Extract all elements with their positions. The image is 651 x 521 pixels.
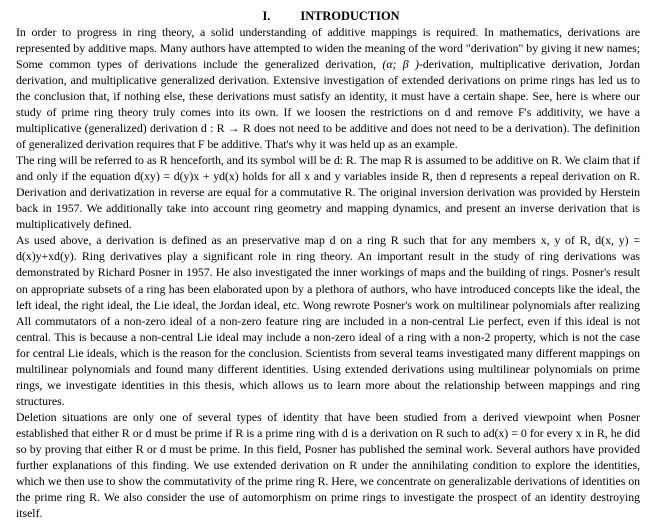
section-title: INTRODUCTION bbox=[300, 9, 400, 23]
paragraph-4: Deletion situations are only one of several types of identity that have been studied from a derived viewpoint when Posner established that either R or d must be prime if R is a prime ring with d is a derivation on R such to ad(x) = 0 for every x in R, he did so by proving that either R or d must be prime. In this field, Posner has published the seminal work. Several authors have provided further explanations of this finding. We use extended derivation on R under the annihilating condition to explore the identities, which we then use to show the commutativity of the prime ring R. Here, we concentrate on generalizable derivations of identities on the prime ring R. We also consider the use of automorphism on prime rings to investigate the prospect of an identity destroying itself. bbox=[16, 409, 640, 520]
paragraph-1-text-end: -derivation, multiplicative derivation, Jordan derivation, and multiplicative generalized derivation. Extensive investigation of extended derivations on prime rings has led us to the conclusion that, if nothing else, these derivations must satisfy an identity, it must have a certain shape. See, here is where our study of prime ring theory truly comes into its own. If we loosen the restrictions on d and remove F's additivity, we have a multiplicative (generalized) derivation d : R → R does not need to be additive and does not need to be a derivation). The definition of generalized derivation requires that F be additive. That's why it was held up as an example. bbox=[16, 57, 640, 152]
paragraph-1 bbox=[16, 24, 640, 152]
section-heading bbox=[16, 8, 640, 24]
paragraph-1-text-start: In order to progress in ring theory, a solid understanding of additive mappings is required. In mathematics, derivations are represented by additive maps. Many authors have attempted to widen the meaning of the word "derivation" by giving it new names; Some common types of derivations include the generalized derivation, bbox=[16, 25, 640, 72]
paragraph-3: As used above, a derivation is defined as an preservative map d on a ring R such that for any members x, y of R, d(x, y) = d(x)y+xd(y). Ring derivatives play a significant role in ring theory. An important result in the study of ring derivations was demonstrated by Richard Posner in 1957. He also investigated the inner workings of maps and the building of rings. Posner's result on appropriate subsets of a ring has been elaborated upon by a plethora of authors, who have introduced concepts like the ideal, the left ideal, the right ideal, the Lie ideal, the Jordan ideal, etc. Wong rewrote Posner's work on multilinear polynomials after realizing All commutators of a non-zero ideal of a non-zero feature ring are included in a non-central Lie perfect, even if this ideal is not central. This is because a non-central Lie ideal may include a non-zero ideal of a ring with a non-2 property, which is not the case for central Lie ideals, which is the reason for the conclusion. Scientists from several teams investigated many different mappings on multilinear polynomials and found many different identities. Using extended derivations using multilinear polynomials on prime rings, we investigate identities in this thesis, which allows us to learn more about the relationship between mappings and ring structures. bbox=[16, 233, 640, 408]
paragraph-2: The ring will be referred to as R henceforth, and its symbol will be d: R. The map R is assumed to be additive on R. We claim that if and only if the equation d(xy) = d(y)x + yd(x) holds for all x and y variables inside R, then d represents a repeal derivation on R. Derivation and derivatization in reverse are equal for a commutative R. The original inversion derivation was provided by Herstein back in 1957. We additionally take into account ring geometry and mapping dynamics, and present an inverse derivation that is multiplicatively defined. bbox=[16, 153, 640, 232]
alpha-beta-math: (α; β ) bbox=[382, 57, 419, 72]
section-number: I. bbox=[262, 9, 271, 23]
